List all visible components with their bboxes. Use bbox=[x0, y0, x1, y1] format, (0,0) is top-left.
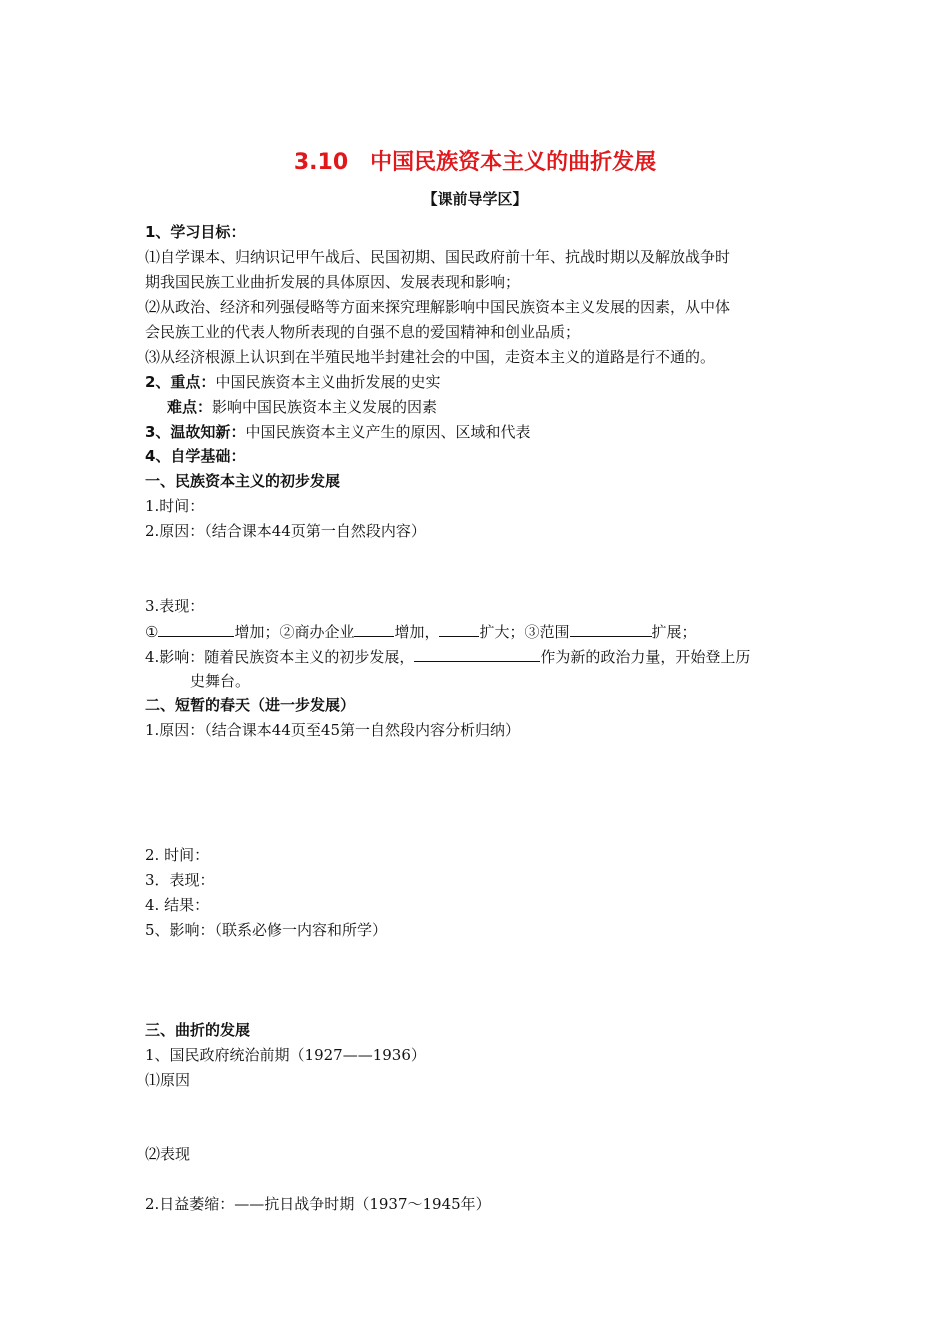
section-1-heading: 一、民族资本主义的初步发展 bbox=[145, 472, 341, 490]
section-1-effect bbox=[145, 646, 750, 667]
blank-text-5: 扩展； bbox=[651, 623, 697, 641]
key-point-text: 中国民族资本主义曲折发展的史实 bbox=[215, 373, 441, 391]
basics-heading: 4、自学基础： bbox=[145, 447, 246, 465]
section-1-blanks bbox=[145, 621, 697, 642]
effect-text-1: 4.影响：随着民族资本主义的初步发展， bbox=[145, 648, 415, 666]
blank-text-1: ① bbox=[145, 623, 159, 641]
difficult-point-text: 影响中国民族资本主义发展的因素 bbox=[212, 398, 438, 416]
section-2-show: 3．表现： bbox=[145, 871, 215, 889]
section-2-time: 2. 时间： bbox=[145, 846, 210, 864]
fill-blank-3[interactable] bbox=[439, 621, 479, 637]
section-2-effect: 5、影响：（联系必修一内容和所学） bbox=[145, 921, 388, 939]
section-3-reason: ⑴原因 bbox=[145, 1071, 191, 1089]
key-point-label: 2、重点： bbox=[145, 373, 216, 391]
page-title: 3.10 中国民族资本主义的曲折发展 bbox=[293, 150, 657, 175]
section-2-result: 4. 结果： bbox=[145, 896, 210, 914]
section-subtitle: 【课前导学区】 bbox=[422, 190, 528, 208]
section-3-heading: 三、曲折的发展 bbox=[145, 1021, 251, 1039]
goal-1-line-a: ⑴自学课本、归纳识记甲午战后、民国初期、国民政府前十年、抗战时期以及解放战争时 bbox=[145, 248, 731, 266]
blank-text-3: 增加， bbox=[394, 623, 440, 641]
difficult-point-label: 难点： bbox=[167, 398, 213, 416]
goal-2-line-b: 会民族工业的代表人物所表现的自强不息的爱国精神和创业品质； bbox=[145, 323, 581, 341]
goals-heading: 1、学习目标： bbox=[145, 223, 246, 241]
key-point bbox=[145, 372, 440, 392]
section-2-heading: 二、短暂的春天（进一步发展） bbox=[145, 696, 356, 714]
fill-blank-5[interactable] bbox=[414, 646, 540, 662]
fill-blank-2[interactable] bbox=[354, 621, 394, 637]
blank-text-2: 增加；②商办企业 bbox=[234, 623, 355, 641]
goal-1-line-b: 期我国民族工业曲折发展的具体原因、发展表现和影响； bbox=[145, 273, 521, 291]
blank-text-4: 扩大；③范围 bbox=[479, 623, 570, 641]
section-3-item-1: 1、国民政府统治前期（1927——1936） bbox=[145, 1046, 426, 1064]
goal-3: ⑶从经济根源上认识到在半殖民地半封建社会的中国，走资本主义的道路是行不通的。 bbox=[145, 348, 716, 366]
review-label: 3、温故知新： bbox=[145, 423, 246, 441]
section-3-show: ⑵表现 bbox=[145, 1145, 191, 1163]
goal-2-line-a: ⑵从政治、经济和列强侵略等方面来探究理解影响中国民族资本主义发展的因素，从中体 bbox=[145, 298, 731, 316]
section-1-show: 3.表现： bbox=[145, 597, 205, 615]
fill-blank-1[interactable] bbox=[158, 621, 234, 637]
effect-text-2: 作为新的政治力量，开始登上历 bbox=[540, 648, 751, 666]
review-text: 中国民族资本主义产生的原因、区域和代表 bbox=[245, 423, 531, 441]
fill-blank-4[interactable] bbox=[570, 621, 652, 637]
section-2-reason: 1.原因：（结合课本44页至45第一自然段内容分析归纳） bbox=[145, 721, 520, 739]
section-3-item-2: 2.日益萎缩：——抗日战争时期（1937～1945年） bbox=[145, 1195, 491, 1213]
section-1-reason: 2.原因：（结合课本44页第一自然段内容） bbox=[145, 522, 426, 540]
review bbox=[145, 422, 530, 442]
difficult-point bbox=[167, 397, 437, 417]
section-1-time: 1.时间： bbox=[145, 497, 205, 515]
section-1-effect-cont: 史舞台。 bbox=[190, 672, 251, 690]
